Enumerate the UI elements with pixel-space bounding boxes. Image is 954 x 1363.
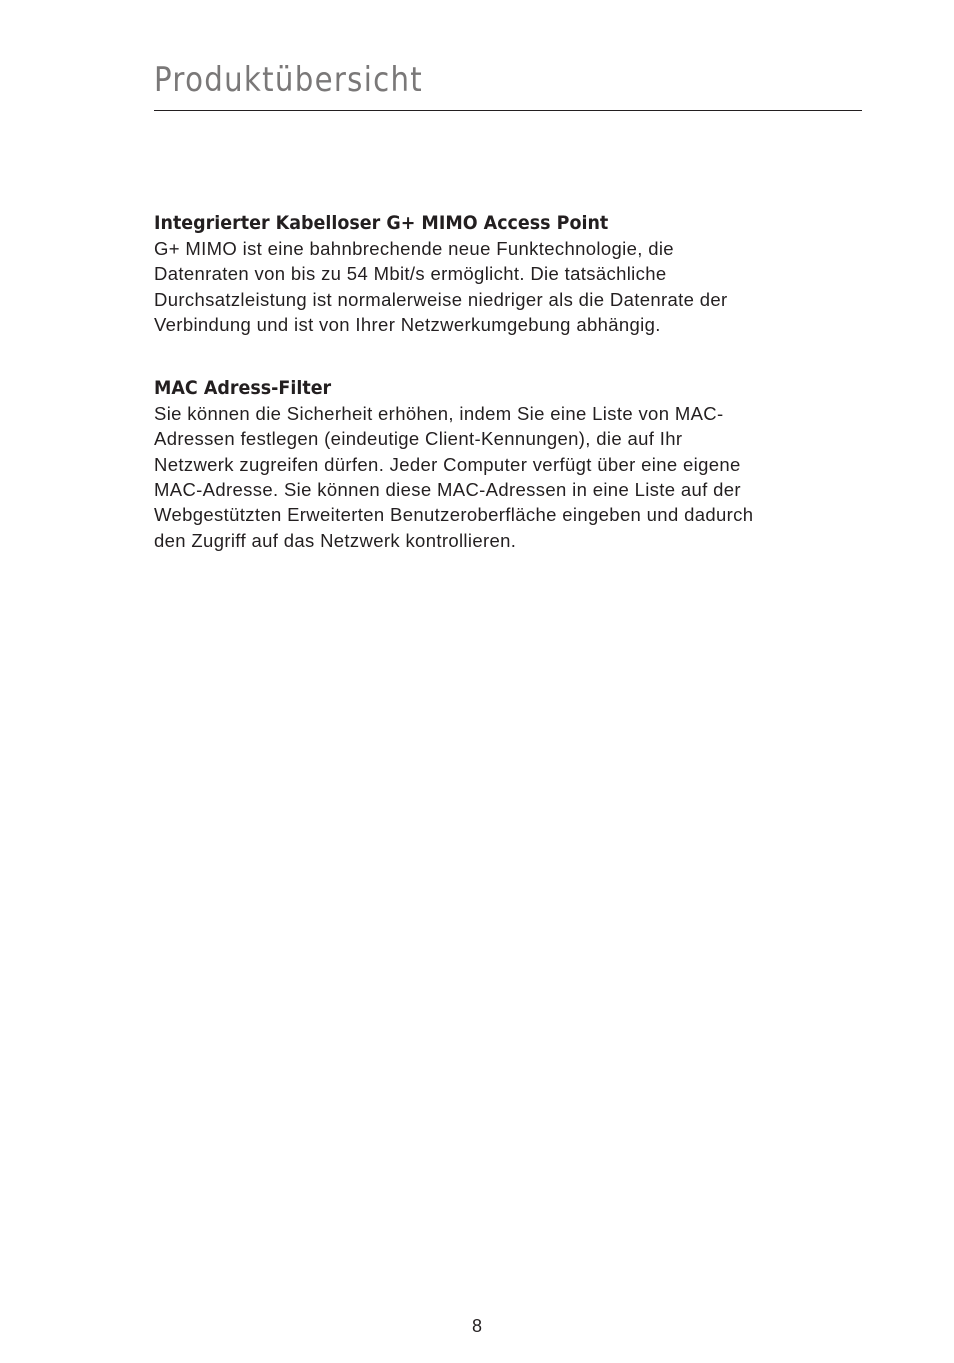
body-line: G+ MIMO ist eine bahnbrechende neue Funktechnologie, die [154, 238, 674, 259]
section-access-point [154, 210, 862, 337]
body-line: Adressen festlegen (eindeutige Client-Kennungen), die auf Ihr [154, 428, 683, 450]
body-line: Datenraten von bis zu 54 Mbit/s ermöglicht. Die tatsächliche [154, 263, 667, 285]
body-line: MAC-Adresse. Sie können diese MAC-Adressen in eine Liste auf der [154, 479, 741, 501]
page-title: Produktübersicht [154, 60, 424, 100]
body-line: Verbindung und ist von Ihrer Netzwerkumgebung abhängig. [154, 313, 661, 335]
section-heading: MAC Adress-Filter [154, 377, 332, 400]
body-line: Webgestützten Erweiterten Benutzeroberfläche eingeben und dadurch [154, 504, 754, 526]
section-mac-filter [154, 375, 862, 553]
body-line: Durchsatzleistung ist normalerweise niedriger als die Datenrate der [154, 288, 728, 310]
page-header [154, 58, 862, 111]
body-line: Netzwerk zugreifen dürfen. Jeder Computer verfügt über eine eigene [154, 453, 741, 475]
body-line: den Zugriff auf das Netzwerk kontrollieren. [154, 529, 517, 551]
section-body [154, 236, 862, 337]
page-content [154, 210, 862, 591]
section-body [154, 401, 862, 553]
section-heading: Integrierter Kabelloser G+ MIMO Access Point [154, 212, 609, 234]
body-line: Sie können die Sicherheit erhöhen, indem Sie eine Liste von MAC- [154, 403, 724, 425]
page-number: 8 [471, 1316, 482, 1336]
